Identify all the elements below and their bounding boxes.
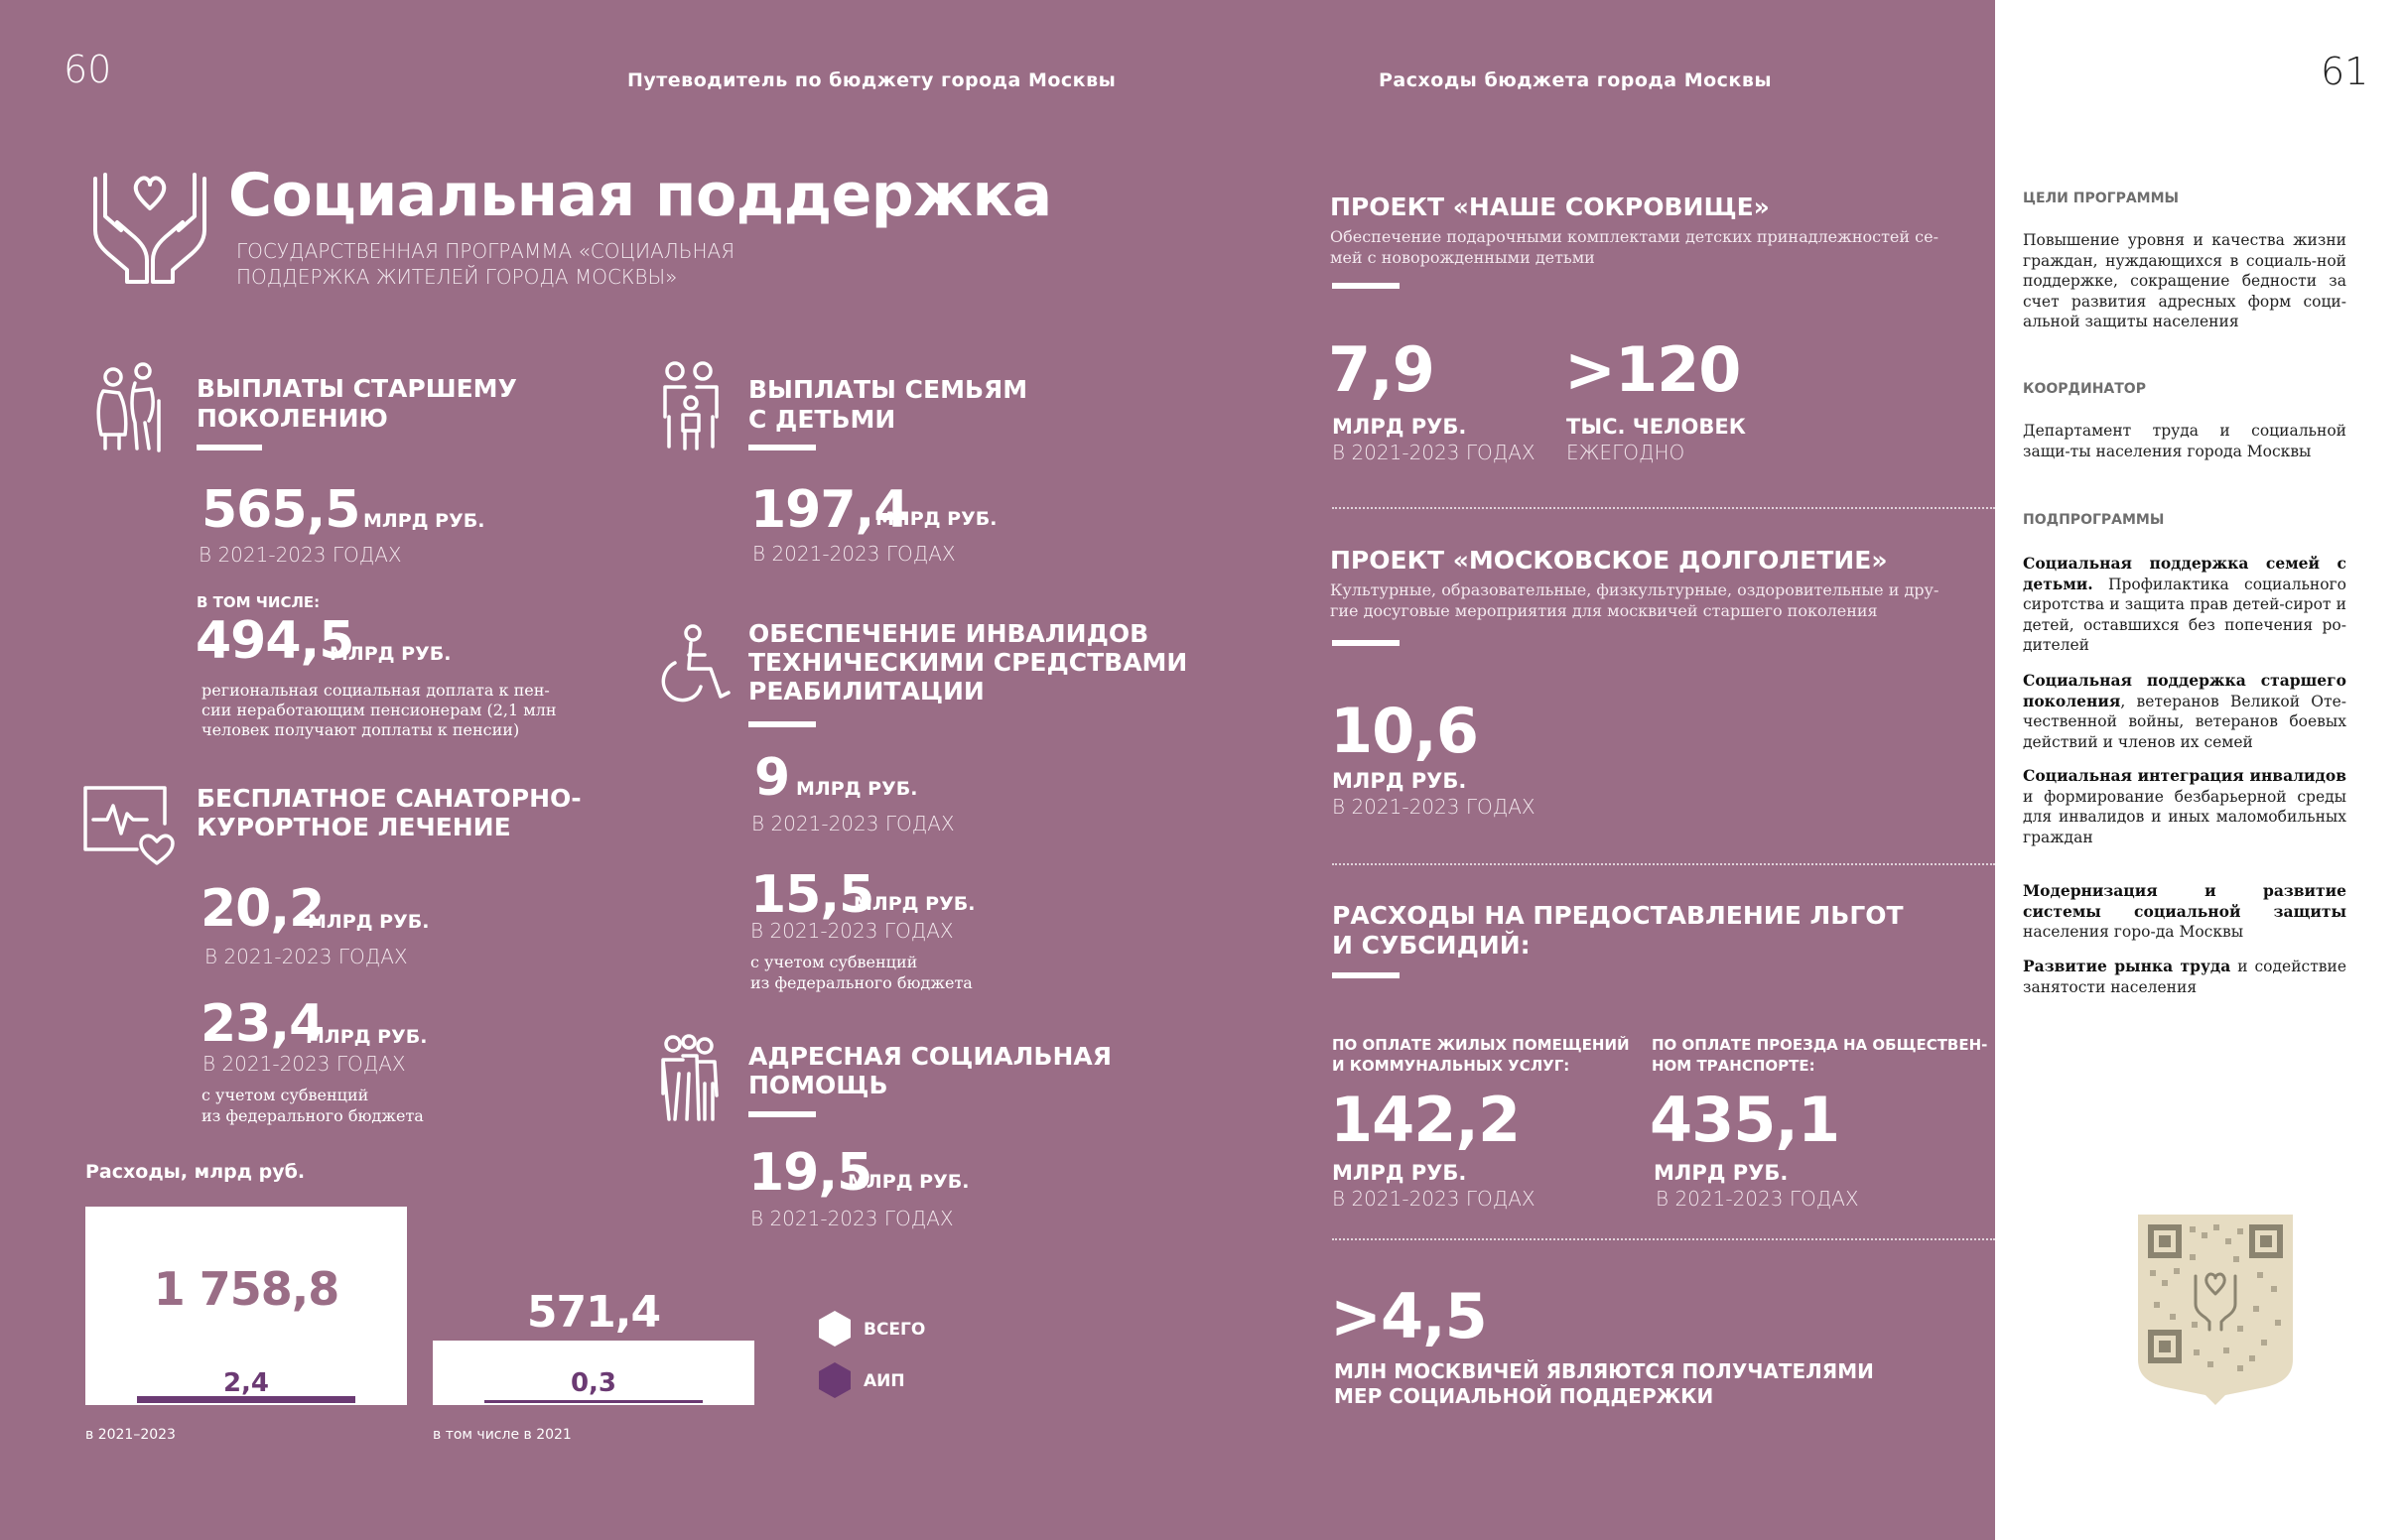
elderly-note-1: региональная социальная доплата к пен-	[201, 681, 550, 700]
treasure-title: ПРОЕКТ «НАШЕ СОКРОВИЩЕ»	[1330, 192, 1770, 221]
benefits-col1-label-1: ПО ОПЛАТЕ ЖИЛЫХ ПОМЕЩЕНИЙ	[1332, 1036, 1630, 1054]
qr-code-shield-icon[interactable]	[2134, 1211, 2297, 1405]
sanatorium-note-2: из федерального бюджета	[201, 1106, 424, 1125]
coordinator-text: Департамент труда и социальной защи-ты населения города Москвы	[2023, 422, 2346, 460]
running-head-right: Расходы бюджета города Москвы	[1379, 69, 1773, 91]
elderly-value: 565,5	[201, 480, 360, 540]
chart-category-2: в том числе в 2021	[433, 1427, 572, 1443]
coordinator-heading: КООРДИНАТОР	[2023, 381, 2146, 397]
benefits-heading-1: РАСХОДЫ НА ПРЕДОСТАВЛЕНИЕ ЛЬГОТ	[1332, 901, 1904, 930]
goals-heading: ЦЕЛИ ПРОГРАММЫ	[2023, 191, 2180, 206]
disabled-underline	[748, 721, 816, 727]
legend-aip-hexagon-icon	[818, 1361, 852, 1399]
sanatorium-period-2: В 2021-2023 ГОДАХ	[202, 1052, 406, 1076]
benefits-period-2: В 2021-2023 ГОДАХ	[1656, 1187, 1859, 1211]
treasure-unit-2: ТЫС. ЧЕЛОВЕК	[1566, 415, 1746, 439]
bar-total-label-1: 1 758,8	[153, 1262, 339, 1316]
longevity-underline	[1332, 640, 1400, 646]
bar-total-label-2: 571,4	[526, 1287, 661, 1339]
subprogram-4-text: населения горо-да Москвы	[2023, 923, 2244, 941]
families-heading-1: ВЫПЛАТЫ СЕМЬЯМ	[748, 375, 1028, 404]
goals-text: Повышение уровня и качества жизни граждан, нуждающихся в социаль-ной поддержке, сокращение бедности за счет развития адресных форм соци-альной защиты населения	[2023, 231, 2346, 330]
chart-title: Расходы, млрд руб.	[85, 1161, 306, 1183]
subprogram-1-title: Социальная поддержка семей с детьми.	[2023, 554, 2346, 593]
elderly-underline	[197, 445, 262, 450]
benefits-col2-label-2: НОМ ТРАНСПОРТЕ:	[1652, 1057, 1815, 1075]
elderly-heading-2: ПОКОЛЕНИЮ	[197, 404, 388, 433]
divider-3	[1332, 1238, 1995, 1240]
disabled-heading-2: ТЕХНИЧЕСКИМИ СРЕДСТВАМИ	[748, 648, 1188, 677]
longevity-desc-2: гие досуговые мероприятия для москвичей старшего поколения	[1330, 601, 1878, 620]
treasure-value-2: >120	[1564, 333, 1741, 406]
disabled-period-2: В 2021-2023 ГОДАХ	[750, 919, 954, 943]
treasure-unit-1: МЛРД РУБ.	[1332, 415, 1467, 439]
wheelchair-icon	[653, 623, 733, 706]
legend-total-hexagon-icon	[818, 1310, 852, 1348]
benefits-unit-2: МЛРД РУБ.	[1654, 1161, 1789, 1185]
targeted-heading-2: ПОМОЩЬ	[748, 1071, 888, 1099]
elderly-period: В 2021-2023 ГОДАХ	[199, 543, 402, 567]
treasure-period-2: ЕЖЕГОДНО	[1566, 441, 1685, 464]
recipients-text-1: МЛН МОСКВИЧЕЙ ЯВЛЯЮТСЯ ПОЛУЧАТЕЛЯМИ	[1334, 1359, 1874, 1383]
treasure-desc-2: мей с новорожденными детьми	[1330, 248, 1595, 267]
elderly-incl-unit: МЛРД РУБ.	[330, 643, 452, 665]
recipients-text-2: МЕР СОЦИАЛЬНОЙ ПОДДЕРЖКИ	[1334, 1384, 1714, 1408]
disabled-note-1: с учетом субвенций	[750, 953, 918, 971]
legend-total-label: ВСЕГО	[864, 1320, 926, 1340]
longevity-unit: МЛРД РУБ.	[1332, 769, 1467, 793]
benefits-value-1: 142,2	[1330, 1084, 1521, 1156]
benefits-underline	[1332, 972, 1400, 978]
family-icon	[659, 359, 723, 452]
disabled-note-2: из федерального бюджета	[750, 973, 973, 992]
benefits-value-2: 435,1	[1650, 1084, 1840, 1156]
sanatorium-period-1: В 2021-2023 ГОДАХ	[204, 945, 408, 968]
people-group-icon	[659, 1034, 721, 1123]
families-unit: МЛРД РУБ.	[875, 508, 998, 530]
subprogram-5	[2023, 957, 2346, 997]
sanatorium-heading-1: БЕСПЛАТНОЕ САНАТОРНО-	[197, 784, 582, 813]
benefits-col1-label-2: И КОММУНАЛЬНЫХ УСЛУГ:	[1332, 1057, 1570, 1075]
elderly-including-label: В ТОМ ЧИСЛЕ:	[197, 593, 321, 611]
bar-aip-label-2: 0,3	[570, 1368, 617, 1398]
running-head-left: Путеводитель по бюджету города Москвы	[627, 69, 1117, 91]
families-period: В 2021-2023 ГОДАХ	[752, 542, 956, 566]
targeted-heading-1: АДРЕСНАЯ СОЦИАЛЬНАЯ	[748, 1042, 1112, 1071]
subtitle-line-2: ПОДДЕРЖКА ЖИТЕЛЕЙ ГОРОДА МОСКВЫ»	[236, 265, 678, 289]
chart-category-1: в 2021–2023	[85, 1427, 176, 1443]
subprogram-2-text: , ветеранов Великой Оте-чественной войны, ветеранов боевых действий и членов их семей	[2023, 692, 2346, 751]
subprogram-4	[2023, 881, 2346, 943]
targeted-value: 19,5	[748, 1143, 872, 1203]
treasure-value-1: 7,9	[1328, 333, 1434, 406]
elderly-couple-icon	[93, 361, 167, 454]
disabled-heading-3: РЕАБИЛИТАЦИИ	[748, 677, 985, 706]
treasure-period-1: В 2021-2023 ГОДАХ	[1332, 441, 1536, 464]
subprogram-5-text: и содействие занятости населения	[2023, 958, 2347, 996]
page-number-left: 60	[64, 48, 112, 91]
subprogram-3-title: Социальная интеграция инвалидов	[2023, 766, 2346, 785]
legend-aip-label: АИП	[864, 1371, 905, 1391]
longevity-desc-1: Культурные, образовательные, физкультурные, оздоровительные и дру-	[1330, 580, 1939, 599]
subprogram-2-title: Социальная поддержка старшего поколения	[2023, 671, 2346, 710]
targeted-unit: МЛРД РУБ.	[848, 1171, 970, 1193]
disabled-period-1: В 2021-2023 ГОДАХ	[751, 812, 955, 835]
bar-aip-2	[484, 1400, 703, 1403]
elderly-note-2: сии неработающим пенсионерам (2,1 млн	[201, 701, 557, 719]
divider-2	[1332, 863, 1995, 865]
subprogram-5-title: Развитие рынка труда	[2023, 957, 2231, 975]
elderly-unit: МЛРД РУБ.	[363, 510, 485, 532]
sanatorium-value-2: 23,4	[200, 994, 325, 1054]
disabled-heading-1: ОБЕСПЕЧЕНИЕ ИНВАЛИДОВ	[748, 619, 1149, 648]
heart-monitor-icon	[81, 784, 181, 867]
sanatorium-note-1: с учетом субвенций	[201, 1086, 369, 1104]
treasure-desc-1: Обеспечение подарочными комплектами детских принадлежностей се-	[1330, 227, 1938, 246]
sanatorium-heading-2: КУРОРТНОЕ ЛЕЧЕНИЕ	[197, 813, 511, 841]
targeted-underline	[748, 1111, 816, 1117]
subprogram-4-title: Модернизация и развитие системы социальной защиты	[2023, 881, 2346, 921]
disabled-value-1: 9	[754, 748, 790, 808]
disabled-unit-2: МЛРД РУБ.	[854, 893, 976, 915]
subprograms-heading: ПОДПРОГРАММЫ	[2023, 512, 2165, 528]
subtitle-line-1: ГОСУДАРСТВЕННАЯ ПРОГРАММА «СОЦИАЛЬНАЯ	[236, 239, 735, 263]
elderly-note-3: человек получают доплаты к пенсии)	[201, 720, 520, 739]
subprogram-3	[2023, 766, 2346, 847]
treasure-underline	[1332, 283, 1400, 289]
sanatorium-unit-1: МЛРД РУБ.	[308, 911, 430, 933]
recipients-value: >4,5	[1330, 1280, 1487, 1352]
disabled-value-2: 15,5	[750, 865, 874, 925]
families-heading-2: С ДЕТЬМИ	[748, 405, 896, 434]
hands-heart-icon	[87, 165, 212, 288]
page-number-right: 61	[2321, 50, 2369, 93]
longevity-period: В 2021-2023 ГОДАХ	[1332, 795, 1536, 819]
bar-aip-label-1: 2,4	[222, 1368, 270, 1398]
subprogram-3-text: и формирование безбарьерной среды для инвалидов и иных маломобильных граждан	[2023, 787, 2346, 846]
sanatorium-value-1: 20,2	[200, 879, 325, 939]
subprogram-2	[2023, 671, 2346, 752]
targeted-period: В 2021-2023 ГОДАХ	[750, 1207, 954, 1230]
divider-1	[1332, 507, 1995, 509]
elderly-heading-1: ВЫПЛАТЫ СТАРШЕМУ	[197, 374, 517, 403]
families-underline	[748, 445, 816, 450]
subprogram-1-text: Профилактика социального сиротства и защита прав детей-сирот и детей, оставшихся без попечения ро-дителей	[2023, 575, 2346, 654]
subprogram-1	[2023, 554, 2346, 656]
disabled-unit-1: МЛРД РУБ.	[796, 778, 918, 800]
families-value: 197,4	[750, 480, 909, 540]
sanatorium-unit-2: МЛРД РУБ.	[306, 1026, 428, 1048]
page-title: Социальная поддержка	[228, 161, 1052, 230]
benefits-heading-2: И СУБСИДИЙ:	[1332, 931, 1531, 960]
longevity-value: 10,6	[1330, 695, 1478, 767]
benefits-period-1: В 2021-2023 ГОДАХ	[1332, 1187, 1536, 1211]
benefits-col2-label-1: ПО ОПЛАТЕ ПРОЕЗДА НА ОБЩЕСТВЕН-	[1652, 1036, 1988, 1054]
expense-chart	[79, 1191, 794, 1449]
benefits-unit-1: МЛРД РУБ.	[1332, 1161, 1467, 1185]
longevity-title: ПРОЕКТ «МОСКОВСКОЕ ДОЛГОЛЕТИЕ»	[1330, 546, 1888, 575]
elderly-incl-value: 494,5	[196, 611, 354, 671]
